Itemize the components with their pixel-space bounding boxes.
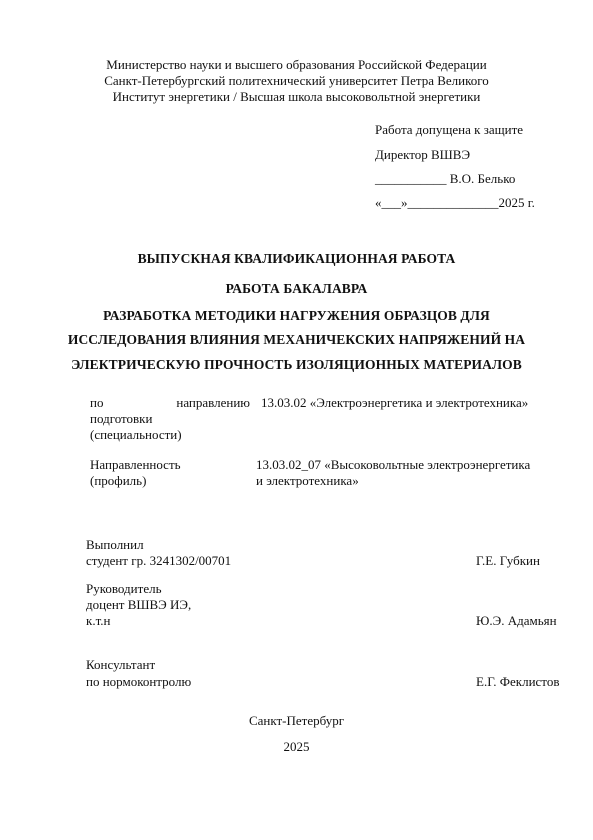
- direction-label-word2: направлению: [176, 395, 250, 410]
- consultant-position: по нормоконтролю: [86, 674, 192, 689]
- direction-label-word1: по: [90, 395, 104, 410]
- institute-line: Институт энергетики / Высшая школа высоковольтной энергетики: [112, 89, 481, 104]
- consultant-role: Консультант: [86, 657, 156, 672]
- approval-text: Работа допущена к защите: [375, 122, 524, 137]
- direction-value: 13.03.02 «Электроэнергетика и электротехника»: [261, 395, 529, 410]
- profile-value-line2: и электротехника»: [256, 473, 359, 488]
- director-signature: ___________ В.О. Белько: [375, 171, 516, 186]
- direction-label-line1: [90, 395, 250, 411]
- topic-line-1: РАЗРАБОТКА МЕТОДИКИ НАГРУЖЕНИЯ ОБРАЗЦОВ ДЛЯ: [103, 308, 490, 323]
- footer-year: 2025: [283, 739, 310, 754]
- ministry-line: Министерство науки и высшего образования Российской Федерации: [106, 57, 487, 72]
- consultant-name: Е.Г. Феклистов: [476, 674, 560, 689]
- author-role: Выполнил: [86, 537, 144, 552]
- author-position: студент гр. 3241302/00701: [86, 553, 232, 568]
- footer-city: Санкт-Петербург: [248, 713, 345, 728]
- degree-title: РАБОТА БАКАЛАВРА: [225, 281, 368, 296]
- direction-label-line3: (специальности): [90, 427, 182, 442]
- approval-date: «___»______________2025 г.: [375, 195, 535, 210]
- topic-line-3: ЭЛЕКТРИЧЕСКУЮ ПРОЧНОСТЬ ИЗОЛЯЦИОННЫХ МАТЕРИАЛОВ: [71, 357, 522, 372]
- supervisor-role: Руководитель: [86, 581, 162, 596]
- supervisor-position-line1: доцент ВШВЭ ИЭ,: [86, 597, 192, 612]
- director-label: Директор ВШВЭ: [375, 147, 471, 162]
- supervisor-position-line2: к.т.н: [86, 613, 111, 628]
- topic-line-2: ИССЛЕДОВАНИЯ ВЛИЯНИЯ МЕХАНИЧЕКСКИХ НАПРЯЖЕНИЙ НА: [67, 332, 526, 347]
- profile-label-line1: Направленность: [90, 457, 181, 472]
- author-name: Г.Е. Губкин: [476, 553, 540, 568]
- supervisor-name: Ю.Э. Адамьян: [476, 613, 557, 628]
- work-type-title: ВЫПУСКНАЯ КВАЛИФИКАЦИОННАЯ РАБОТА: [137, 251, 456, 266]
- profile-value-line1: 13.03.02_07 «Высоковольтные электроэнергетика: [256, 457, 531, 472]
- university-line: Санкт-Петербургский политехнический университет Петра Великого: [104, 73, 489, 88]
- direction-label-line2: подготовки: [90, 411, 153, 426]
- profile-label-line2: (профиль): [90, 473, 147, 488]
